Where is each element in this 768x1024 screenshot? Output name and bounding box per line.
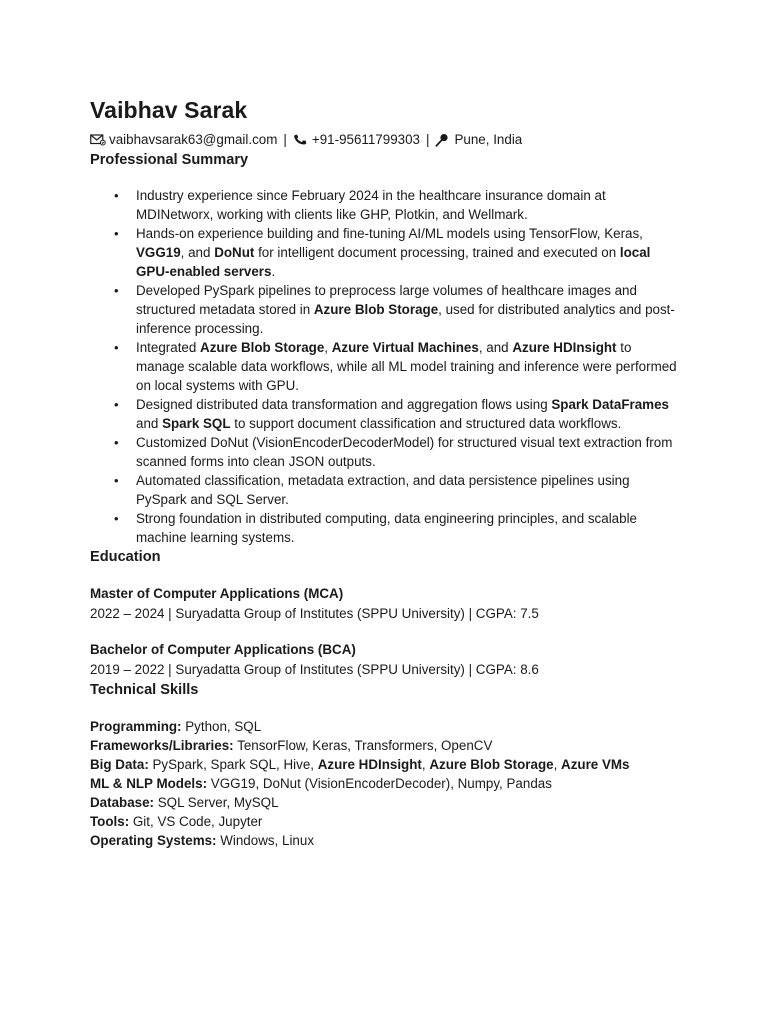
- summary-bullet: [136, 224, 678, 281]
- text-run: ,: [553, 757, 562, 772]
- text-run: TensorFlow, Keras, Transformers, OpenCV: [233, 738, 493, 753]
- bold-text: Azure Blob Storage: [313, 302, 439, 317]
- summary-bullet: [136, 186, 678, 224]
- bold-text: Operating Systems:: [90, 833, 217, 848]
- education-entry-mca: [90, 584, 678, 624]
- contact-separator: |: [283, 132, 287, 147]
- bold-text: Azure VMs: [561, 757, 630, 772]
- email-link[interactable]: vaibhavsarak63@gmail.com: [109, 132, 278, 147]
- text-run: , used for distributed analytics and post-inference processing.: [136, 302, 675, 336]
- text-run: , and: [180, 245, 215, 260]
- text-run: Strong foundation in distributed computing, data engineering principles, and scalable machine learning systems.: [136, 511, 637, 545]
- email-icon: [90, 133, 106, 147]
- skill-row: [90, 831, 678, 850]
- contact-separator: |: [426, 132, 430, 147]
- text-run: Hands-on experience building and fine-tuning AI/ML models using TensorFlow, Keras,: [136, 226, 643, 241]
- text-run: Designed distributed data transformation and aggregation flows using: [136, 397, 552, 412]
- bold-text: Spark SQL: [162, 416, 231, 431]
- phone-icon: [293, 133, 309, 147]
- location: Pune, India: [454, 132, 523, 147]
- text-run: , and: [478, 340, 513, 355]
- bold-text: local GPU-enabled servers: [136, 245, 651, 279]
- skill-row: [90, 755, 678, 774]
- text-run: SQL Server, MySQL: [154, 795, 279, 810]
- bold-text: Database:: [90, 795, 155, 810]
- summary-bullet: [136, 433, 678, 471]
- text-run: ,: [421, 757, 430, 772]
- bold-text: Frameworks/Libraries:: [90, 738, 234, 753]
- skill-row: [90, 717, 678, 736]
- skills-list: [90, 717, 678, 850]
- bold-text: Azure Blob Storage: [200, 340, 325, 355]
- text-run: ,: [324, 340, 332, 355]
- text-run: .: [271, 264, 276, 279]
- skill-row: [90, 774, 678, 793]
- text-run: to manage scalable data workflows, while all ML model training and inference were performed on local systems with GPU.: [136, 340, 677, 393]
- contact-line: [90, 130, 678, 150]
- section-title-skills: Technical Skills: [90, 682, 199, 698]
- degree-details: 2022 – 2024 | Suryadatta Group of Institutes (SPPU University) | CGPA: 7.5: [90, 606, 539, 621]
- text-run: and: [136, 416, 163, 431]
- bold-text: Programming:: [90, 719, 182, 734]
- summary-bullet: [136, 338, 678, 395]
- bold-text: Spark DataFrames: [551, 397, 669, 412]
- bold-text: VGG19: [136, 245, 181, 260]
- bold-text: Big Data:: [90, 757, 149, 772]
- candidate-name: Vaibhav Sarak: [90, 97, 248, 123]
- bold-text: Azure Virtual Machines: [331, 340, 479, 355]
- location-pin-icon: [435, 133, 451, 147]
- text-run: Integrated: [136, 340, 201, 355]
- section-title-summary: Professional Summary: [90, 152, 249, 168]
- skill-row: [90, 736, 678, 755]
- text-run: Python, SQL: [181, 719, 262, 734]
- text-run: VGG19, DoNut (VisionEncoderDecoder), Numpy, Pandas: [207, 776, 552, 791]
- degree-title: Master of Computer Applications (MCA): [90, 586, 344, 601]
- bold-text: ML & NLP Models:: [90, 776, 208, 791]
- bold-text: Tools:: [90, 814, 130, 829]
- bold-text: Azure HDInsight: [512, 340, 617, 355]
- text-run: PySpark, Spark SQL, Hive,: [148, 757, 318, 772]
- summary-bullet: [136, 509, 678, 547]
- phone-number[interactable]: +91-95611799303: [311, 132, 420, 147]
- bold-text: DoNut: [214, 245, 255, 260]
- bold-text: Azure HDInsight: [317, 757, 422, 772]
- summary-list: [90, 186, 678, 547]
- education-entry-bca: [90, 640, 678, 680]
- summary-bullet: [136, 281, 678, 338]
- skill-row: [90, 812, 678, 831]
- text-run: Automated classification, metadata extraction, and data persistence pipelines using PySpark and SQL Server.: [136, 473, 630, 507]
- bold-text: Azure Blob Storage: [429, 757, 554, 772]
- text-run: Windows, Linux: [216, 833, 315, 848]
- degree-details: 2019 – 2022 | Suryadatta Group of Institutes (SPPU University) | CGPA: 8.6: [90, 662, 539, 677]
- text-run: for intelligent document processing, trained and executed on: [254, 245, 620, 260]
- text-run: Git, VS Code, Jupyter: [129, 814, 263, 829]
- summary-bullet: [136, 395, 678, 433]
- degree-title: Bachelor of Computer Applications (BCA): [90, 642, 356, 657]
- skill-row: [90, 793, 678, 812]
- text-run: Customized DoNut (VisionEncoderDecoderModel) for structured visual text extraction from scanned forms into clean JSON outputs.: [136, 435, 673, 469]
- text-run: Developed PySpark pipelines to preprocess large volumes of healthcare images and structured metadata stored in: [136, 283, 637, 317]
- text-run: to support document classification and structured data workflows.: [230, 416, 622, 431]
- section-title-education: Education: [90, 549, 161, 565]
- summary-bullet: [136, 471, 678, 509]
- text-run: Industry experience since February 2024 in the healthcare insurance domain at MDINetworx, working with clients like GHP, Plotkin, and Wellmark.: [136, 188, 606, 222]
